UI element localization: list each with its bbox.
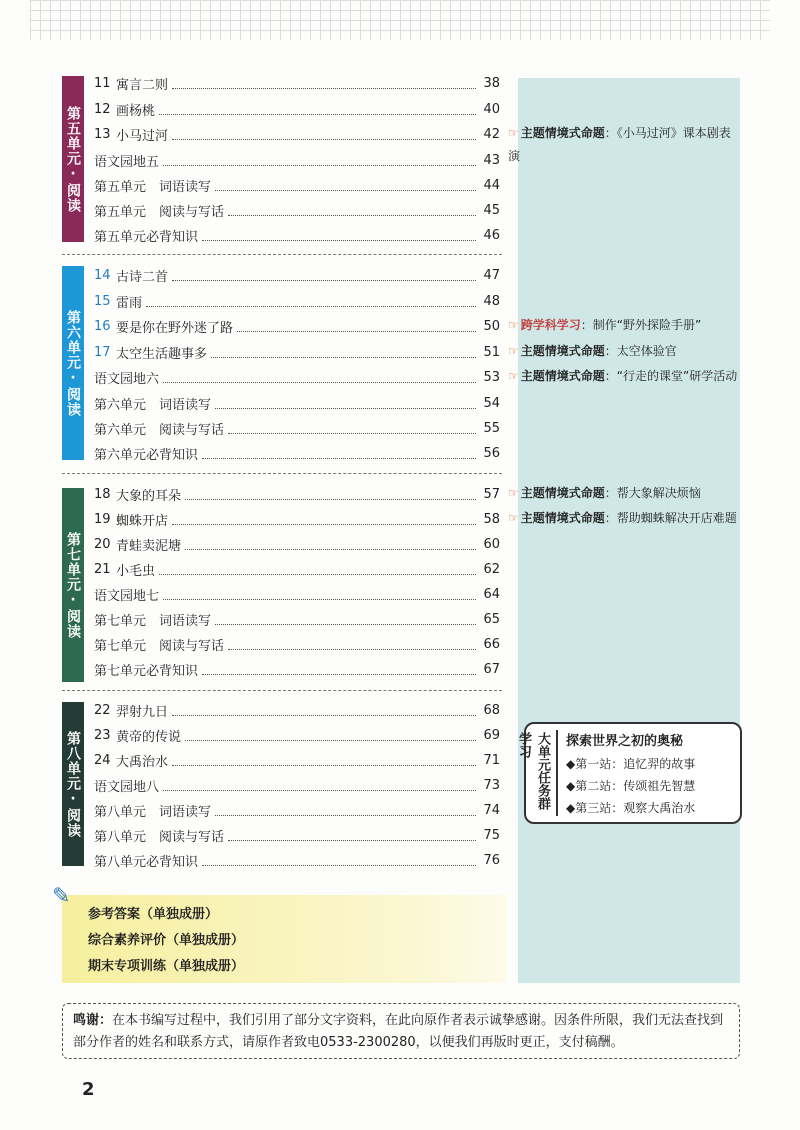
lesson-title: 要是你在野外迷了路 [116,320,234,336]
lesson-title: 大象的耳朵 [116,488,182,504]
leader-dots [163,372,476,383]
page-ref: 71 [483,752,500,768]
page-ref: 60 [483,536,500,552]
page-ref: 68 [483,702,500,718]
leader-dots [185,539,476,550]
lesson-title: 语文园地七 [94,588,160,604]
leader-dots [202,230,476,241]
toc-entry[interactable] [94,198,500,222]
task-title: 探索世界之初的奥秘 [566,734,684,749]
toc-entry[interactable] [94,657,500,681]
lesson-title: 太空生活趣事多 [116,346,208,362]
note-text: ：帮大象解决烦恼 [604,486,701,500]
toc-entry[interactable] [94,848,500,872]
page-ref: 74 [483,802,500,818]
leader-dots [228,205,476,216]
lesson-title: 第五单元 阅读与写话 [94,204,225,220]
note-item [508,340,738,363]
lesson-title: 小马过河 [116,128,169,144]
toc-entry[interactable] [94,557,500,581]
page-ref: 43 [483,152,500,168]
leader-dots [228,639,476,650]
lesson-number: 12 [94,101,111,117]
unit-divider [62,473,502,474]
supplement-item[interactable]: 综合素养评价（单独成册） [88,933,245,948]
lesson-title: 第七单元 阅读与写话 [94,638,225,654]
toc-entry[interactable] [94,823,500,847]
note-item [508,314,738,337]
note-text: ：“行走的课堂”研学活动 [604,369,738,383]
leader-dots [202,448,476,459]
leader-dots [228,830,476,841]
lesson-title: 羿射九日 [116,704,169,720]
leader-dots [172,705,476,716]
note-text: ：制作“野外探险手册” [580,318,702,332]
lesson-title: 古诗二首 [116,269,169,285]
note-label: 主题情境式命题 [520,126,605,140]
top-grid-decoration [30,0,770,40]
unit-divider [62,254,502,255]
paperclip-icon: ✎ [52,884,71,909]
lesson-title: 第六单元必背知识 [94,447,199,463]
leader-dots [215,398,476,409]
toc-entry[interactable] [94,173,500,197]
page-ref: 75 [483,827,500,843]
toc-entry[interactable] [94,748,500,772]
leader-dots [215,614,476,625]
toc-entry[interactable] [94,582,500,606]
toc-entry[interactable] [94,507,500,531]
page-ref: 73 [483,777,500,793]
pointing-hand-icon: ☞ [508,344,519,358]
unit-label: 第五单元·阅读 [62,76,84,242]
unit-label: 第七单元·阅读 [62,488,84,682]
pointing-hand-icon: ☞ [508,511,519,525]
note-text: ：《小马过河》课本剧表演 [508,126,731,163]
lesson-title: 小毛虫 [116,563,156,579]
note-item [508,507,738,530]
lesson-title: 寓言二则 [116,77,169,93]
toc-entry[interactable] [94,441,500,465]
page-ref: 57 [483,486,500,502]
task-side-label: 大单元任务群学习 [516,732,550,810]
note-label: 主题情境式命题 [520,369,605,383]
toc-entry[interactable] [94,71,500,95]
leader-dots [228,423,476,434]
page-ref: 45 [483,202,500,218]
task-group-box [516,722,742,824]
lesson-number: 19 [94,511,111,527]
lesson-title: 语文园地五 [94,154,160,170]
lesson-title: 第八单元 词语读写 [94,804,212,820]
lesson-title: 第五单元必背知识 [94,229,199,245]
page-ref: 42 [483,126,500,142]
lesson-title: 青蛙卖泥塘 [116,538,182,554]
toc-entry[interactable] [94,365,500,389]
page-ref: 62 [483,561,500,577]
note-label: 主题情境式命题 [520,486,605,500]
lesson-number: 22 [94,702,111,718]
page-ref: 66 [483,636,500,652]
page-ref: 54 [483,395,500,411]
acknowledgement-box [62,1003,740,1059]
lesson-number: 18 [94,486,111,502]
note-label: 跨学科学习 [520,318,581,332]
pointing-hand-icon: ☞ [508,126,519,140]
toc-entry[interactable] [94,607,500,631]
lesson-number: 21 [94,561,111,577]
page-ref: 64 [483,586,500,602]
lesson-title: 画杨桃 [116,103,156,119]
toc-entry[interactable] [94,97,500,121]
pointing-hand-icon: ☞ [508,369,519,383]
note-item [508,365,738,388]
pointing-hand-icon: ☞ [508,486,519,500]
lesson-number: 16 [94,318,111,334]
toc-entry[interactable] [94,532,500,556]
toc-entry[interactable] [94,223,500,247]
page-ref: 56 [483,445,500,461]
note-item [508,122,738,168]
page-ref: 69 [483,727,500,743]
lesson-number: 15 [94,293,111,309]
note-label: 主题情境式命题 [520,511,605,525]
unit-label: 第八单元·阅读 [62,702,84,866]
task-item: ◆第三站：观察大禹治水 [566,801,696,815]
toc-entry[interactable] [94,723,500,747]
lesson-title: 大禹治水 [116,754,169,770]
leader-dots [172,78,476,89]
note-text: ：帮助蜘蛛解决开店难题 [604,511,737,525]
task-divider [556,730,558,816]
supplement-item[interactable]: 参考答案（单独成册） [88,907,219,922]
leader-dots [202,664,476,675]
leader-dots [159,564,476,575]
leader-dots [237,321,476,332]
page-ref: 48 [483,293,500,309]
page-ref: 46 [483,227,500,243]
acknowledgement-label: 鸣谢： [73,1013,113,1028]
leader-dots [172,514,476,525]
side-panel-background [518,78,740,983]
lesson-number: 23 [94,727,111,743]
leader-dots [159,104,476,115]
page-ref: 65 [483,611,500,627]
toc-entry[interactable] [94,148,500,172]
page-ref: 76 [483,852,500,868]
lesson-title: 第八单元 阅读与写话 [94,829,225,845]
leader-dots [172,270,476,281]
leader-dots [163,589,476,600]
page-ref: 38 [483,75,500,91]
leader-dots [211,347,476,358]
lesson-number: 13 [94,126,111,142]
toc-entry[interactable] [94,632,500,656]
lesson-number: 17 [94,344,111,360]
note-item [508,482,738,505]
leader-dots [202,855,476,866]
toc-entry[interactable] [94,773,500,797]
lesson-number: 20 [94,536,111,552]
toc-entry[interactable] [94,263,500,287]
leader-dots [172,129,476,140]
lesson-number: 24 [94,752,111,768]
note-label: 主题情境式命题 [520,344,605,358]
task-item: ◆第一站：追忆羿的故事 [566,757,696,771]
lesson-title: 第七单元 词语读写 [94,613,212,629]
page-ref: 47 [483,267,500,283]
pointing-hand-icon: ☞ [508,318,519,332]
note-text: ：太空体验官 [604,344,677,358]
leader-dots [163,155,476,166]
acknowledgement-text: 在本书编写过程中，我们引用了部分文字资料，在此向原作者表示诚挚感谢。因条件所限，我们无法查找到部分作者的姓名和联系方式，请原作者致电0533-2300280，以便我们再版时更正，支付稿酬。 [73,1013,724,1050]
unit-divider [62,690,502,691]
page-ref: 67 [483,661,500,677]
toc-entry[interactable] [94,416,500,440]
lesson-title: 黄帝的传说 [116,729,182,745]
page-ref: 44 [483,177,500,193]
lesson-title: 语文园地六 [94,371,160,387]
page-ref: 53 [483,369,500,385]
leader-dots [185,730,476,741]
lesson-title: 第五单元 词语读写 [94,179,212,195]
page-number: 2 [82,1079,95,1100]
lesson-title: 语文园地八 [94,779,160,795]
lesson-title: 第六单元 阅读与写话 [94,422,225,438]
leader-dots [185,489,476,500]
unit-label: 第六单元·阅读 [62,266,84,460]
toc-entry[interactable] [94,340,500,364]
lesson-number: 11 [94,75,111,91]
leader-dots [215,805,476,816]
toc-entry[interactable] [94,289,500,313]
toc-entry[interactable] [94,482,500,506]
lesson-title: 第八单元必背知识 [94,854,199,870]
page-ref: 55 [483,420,500,436]
lesson-title: 第七单元必背知识 [94,663,199,679]
toc-entry[interactable] [94,391,500,415]
page-ref: 40 [483,101,500,117]
lesson-title: 蜘蛛开店 [116,513,169,529]
lesson-title: 雷雨 [116,295,143,311]
toc-entry[interactable] [94,798,500,822]
lesson-number: 14 [94,267,111,283]
page-ref: 51 [483,344,500,360]
task-item: ◆第二站：传颂祖先智慧 [566,779,696,793]
page-ref: 58 [483,511,500,527]
toc-entry[interactable] [94,698,500,722]
leader-dots [146,296,476,307]
page-ref: 50 [483,318,500,334]
leader-dots [172,755,476,766]
toc-entry[interactable] [94,314,500,338]
leader-dots [163,780,476,791]
supplement-item[interactable]: 期末专项训练（单独成册） [88,959,245,974]
leader-dots [215,180,476,191]
toc-entry[interactable] [94,122,500,146]
lesson-title: 第六单元 词语读写 [94,397,212,413]
